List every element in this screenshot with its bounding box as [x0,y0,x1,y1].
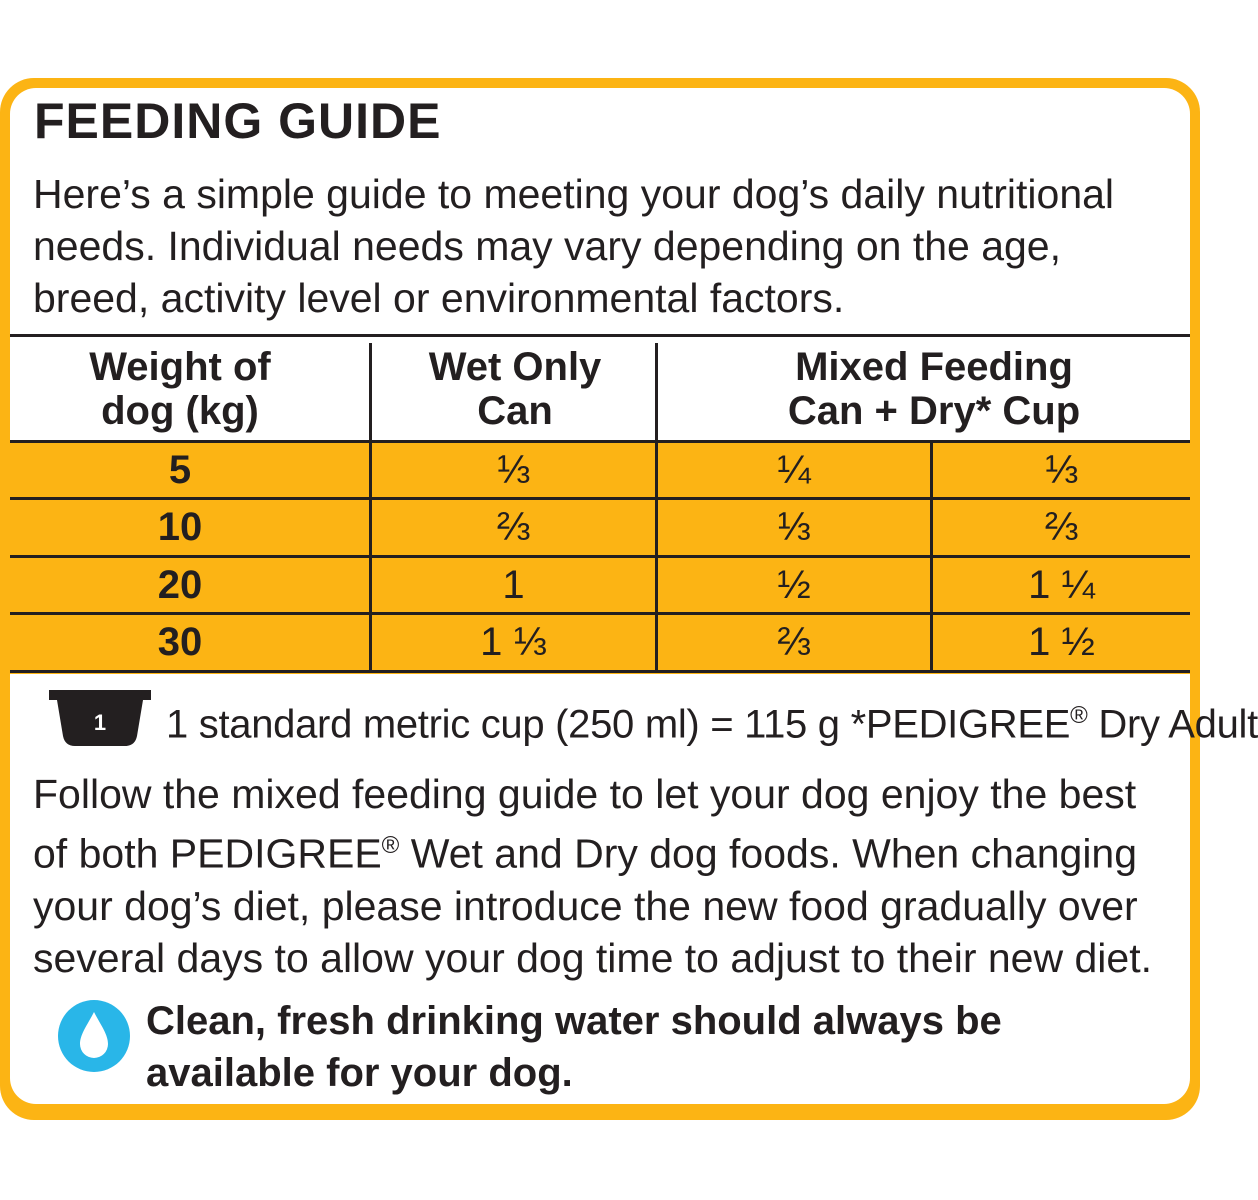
cell-mixed-cup: ⅔ [1044,505,1079,549]
paragraph-part2: Wet and Dry dog foods. When changing your dog’s diet, please introduce the new food gradually over several days to allow your dog time to adjust to their new diet. [33,830,1152,981]
header-mixed-line1: Mixed Feeding [795,345,1073,389]
cup-icon [45,686,155,748]
cell-mixed-cup: 1 ½ [1028,620,1095,664]
cell-wet: 1 [502,563,525,607]
water-note: Clean, fresh drinking water should always be available for your dog. [146,999,1002,1095]
header-mixed-line2: Can + Dry* Cup [787,389,1081,433]
registered-mark: ® [1070,702,1088,729]
table-top-line [10,334,1190,337]
cell-wet: ⅔ [496,505,531,549]
registered-mark: ® [381,832,400,859]
intro-text: Here’s a simple guide to meeting your dog’s daily nutritional needs. Individual needs may vary depending on the age, breed, activity level or environmental factors. [33,171,1115,321]
cell-mixed-can: ½ [777,563,811,607]
cell-mixed-cup: 1 ¼ [1028,563,1095,607]
cell-weight: 20 [157,563,203,607]
cell-mixed-can: ¼ [777,448,811,492]
cell-weight: 5 [168,448,192,492]
cup-icon-label: 1 [93,710,107,735]
header-wet-only [372,345,658,433]
cell-mixed-can: ⅓ [777,505,811,549]
cell-wet: ⅓ [496,448,531,492]
paragraph-part1: Follow the mixed feeding guide to let your dog enjoy the best of both PEDIGREE [33,771,1137,877]
cell-mixed-cup: ⅓ [1044,448,1079,492]
header-weight [40,345,320,433]
cell-wet: 1 ⅓ [480,620,547,664]
row-line-4 [10,670,1190,673]
header-weight-line2: dog (kg) [101,389,259,433]
header-wet-line1: Wet Only [428,345,602,389]
cup-note-text-end: Dry Adult [1087,702,1258,747]
water-drop-icon [58,1000,130,1072]
mixed-feeding-paragraph [33,768,1173,984]
header-wet-line2: Can [477,389,553,433]
cup-note-text: 1 standard metric cup (250 ml) = 115 g *PEDIGREE [166,702,1071,747]
page-title: FEEDING GUIDE [34,93,442,149]
header-mixed-feeding [658,345,1210,433]
cup-measure-note [166,690,1258,750]
cell-mixed-can: ⅔ [777,620,811,664]
header-weight-line1: Weight of [89,345,271,389]
cell-weight: 30 [157,620,203,664]
cell-weight: 10 [157,505,203,549]
